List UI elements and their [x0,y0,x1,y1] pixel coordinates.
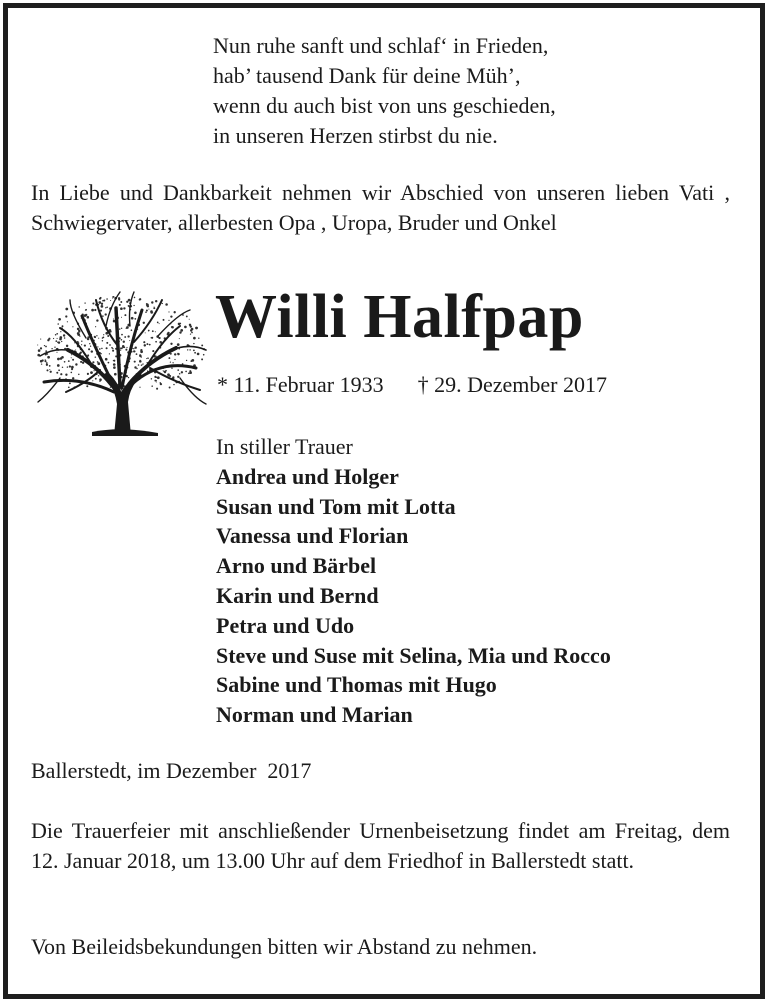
mourner-name: Vanessa und Florian [216,523,409,549]
mourner-name: Sabine und Thomas mit Hugo [216,672,497,698]
death-date: † 29. Dezember 2017 [417,372,607,397]
mourners-heading: In stiller Trauer [216,434,353,459]
funeral-announcement: Die Trauerfeier mit anschließender Urnenbeisetzung findet am Freitag, dem 12. Januar 2018, um 13.00 Uhr auf dem Friedhof in Ballerstedt statt. [31,818,730,873]
mourner-name: Arno und Bärbel [216,553,377,579]
verse-line: wenn du auch bist von uns geschieden, [213,93,556,118]
verse-line: hab’ tausend Dank für deine Müh’, [213,63,521,88]
mourner-name: Norman und Marian [216,702,413,728]
mourner-name: Andrea und Holger [216,463,399,489]
mourner-name: Susan und Tom mit Lotta [216,493,456,519]
closing-note: Von Beileidsbekundungen bitten wir Abstand zu nehmen. [31,934,538,959]
place-and-date: Ballerstedt, im Dezember 2017 [31,758,312,783]
mourner-name: Steve und Suse mit Selina, Mia und Rocco [216,642,611,668]
intro-text: In Liebe und Dankbarkeit nehmen wir Abschied von unseren lieben Vati , Schwiegervater, allerbesten Opa , Uropa, Bruder und Onkel [31,180,730,235]
verse-line: in unseren Herzen stirbst du nie. [213,123,498,148]
mourner-name: Petra und Udo [216,612,355,638]
mourners-list [216,432,611,730]
deceased-name: Willi Halfpap [215,283,584,351]
verse-line: Nun ruhe sanft und schlaf‘ in Frieden, [213,33,549,58]
birth-date: * 11. Februar 1933 [217,372,384,397]
life-dates [217,372,607,398]
memorial-verse [213,31,556,151]
mourner-name: Karin und Bernd [216,582,379,608]
oak-tree-icon [30,286,212,438]
